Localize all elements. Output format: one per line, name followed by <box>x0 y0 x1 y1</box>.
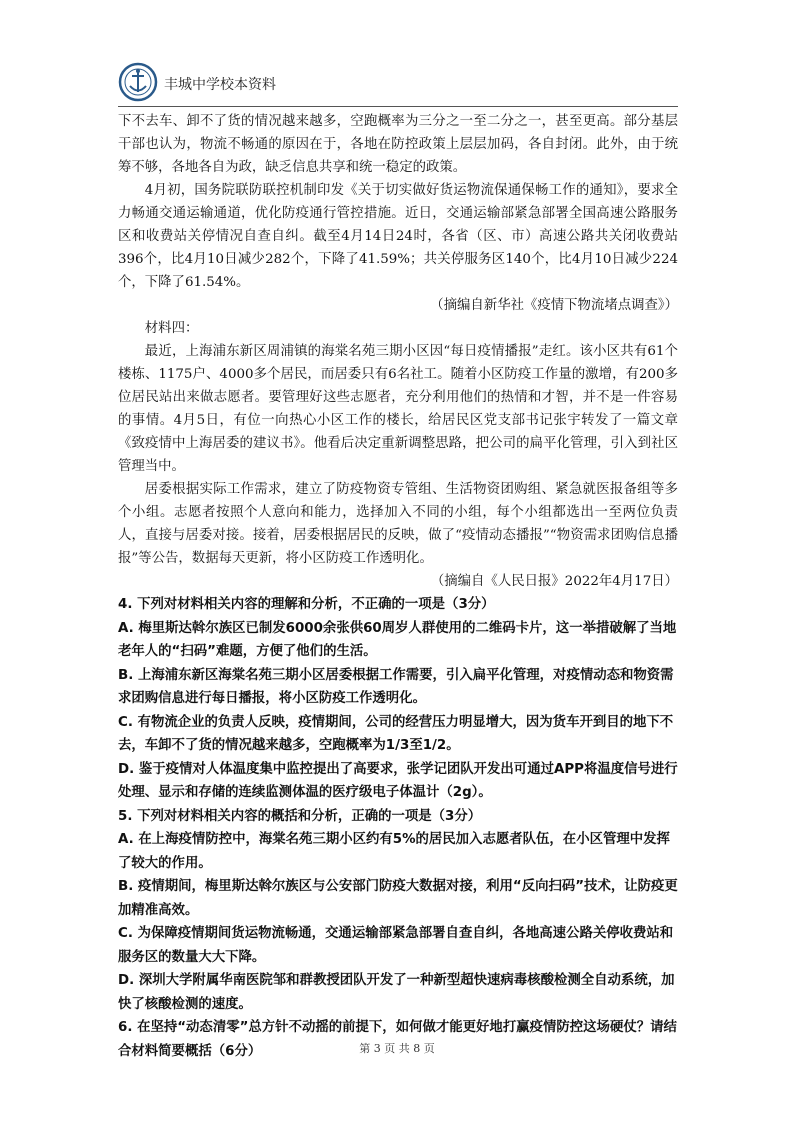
page-header <box>118 62 678 106</box>
question-stem: 5. 下列对材料相关内容的概括和分析，正确的一项是（3分） <box>118 808 482 824</box>
material-heading: 材料四： <box>144 321 199 336</box>
passage-paragraph: 下不去车、卸不了货的情况越来越多，空跑概率为三分之一至二分之一，甚至更高。部分基层干部也认为，物流不畅通的原因在于，各地在防控政策上层层加码，各自封闭。此外，由于统筹不够，各地各自为政，缺乏信息共享和统一稳定的政策。 <box>118 114 678 175</box>
passage-paragraph: 4月初，国务院联防联控机制印发《关于切实做好货运物流保通保畅工作的通知》，要求全力畅通交通运输通道，优化防疫通行管控措施。近日，交通运输部紧急部署全国高速公路服务区和收费站关停情况自查自纠。截至4月14日24时，各省（区、市）高速公路共关闭收费站396个，比4月10日减少282个，下降了41.59%；共关停服务区140个，比4月10日减少224个，下降了61.54%。 <box>118 183 678 290</box>
answer-option: A. 梅里斯达斡尔族区已制发6000余张供60周岁人群使用的二维码卡片，这一举措破解了当地老年人的“扫码”难题，方便了他们的生活。 <box>118 620 677 659</box>
page-content <box>118 110 678 1063</box>
school-logo-icon <box>118 62 158 102</box>
source-citation: （摘编自新华社《疫情下物流堵点调查》） <box>430 298 678 313</box>
answer-option: B. 疫情期间，梅里斯达斡尔族区与公安部门防疫大数据对接，利用“反向扫码”技术，让防疫更加精准高效。 <box>118 879 678 918</box>
page-number: 第 3 页 共 8 页 <box>359 1042 435 1055</box>
answer-option: A. 在上海疫情防控中，海棠名苑三期小区约有5%的居民加入志愿者队伍，在小区管理中发挥了较大的作用。 <box>118 832 670 871</box>
answer-option: B. 上海浦东新区海棠名苑三期小区居委根据工作需要，引入扁平化管理，对疫情动态和物资需求团购信息进行每日播报，将小区防疫工作透明化。 <box>118 667 674 706</box>
question-stem: 6. 在坚持“动态清零”总方针不动摇的前提下，如何做才能更好地打赢疫情防控这场硬仗？请结合材料简要概括（6分） <box>118 1020 677 1059</box>
source-citation: （摘编自《人民日报》2022年4月17日） <box>430 574 678 589</box>
answer-option: D. 深圳大学附属华南医院邹和群教授团队开发了一种新型超快速病毒核酸检测全自动系统，加快了核酸检测的速度。 <box>118 973 675 1012</box>
header-divider <box>118 106 678 107</box>
answer-option: C. 有物流企业的负责人反映，疫情期间，公司的经营压力明显增大，因为货车开到目的地下不去，车卸不了货的情况越来越多，空跑概率为1/3至1/2。 <box>118 714 674 753</box>
answer-option: C. 为保障疫情期间货运物流畅通，交通运输部紧急部署自查自纠，各地高速公路关停收费站和服务区的数量大大下降。 <box>118 926 674 965</box>
passage-paragraph: 最近，上海浦东新区周浦镇的海棠名苑三期小区因“每日疫情播报”走红。该小区共有61个楼栋、1175户、4000多个居民，而居委只有6名社工。随着小区防疫工作量的激增，有200多位居民站出来做志愿者。要管理好这些志愿者，充分利用他们的热情和才智，并不是一件容易的事情。4月5日，有位一向热心小区工作的楼长，给居民区党支部书记张宇转发了一篇文章《致疫情中上海居委的建议书》。他看后决定重新调整思路，把公司的扁平化管理，引入到社区管理当中。 <box>118 344 678 474</box>
answer-option: D. 鉴于疫情对人体温度集中监控提出了高要求，张学记团队开发出可通过APP将温度信号进行处理、显示和存储的连续监测体温的医疗级电子体温计（2g）。 <box>118 761 678 800</box>
question-stem: 4. 下列对材料相关内容的理解和分析，不正确的一项是（3分） <box>118 597 495 612</box>
passage-paragraph: 居委根据实际工作需求，建立了防疫物资专管组、生活物资团购组、紧急就医报备组等多个小组。志愿者按照个人意向和能力，选择加入不同的小组，每个小组都选出一至两位负责人，直接与居委对接。接着，居委根据居民的反映，做了“疫情动态播报”“物资需求团购信息播报”等公告，数据每天更新，将小区防疫工作透明化。 <box>118 482 678 566</box>
school-name: 丰城中学校本资料 <box>164 77 276 93</box>
